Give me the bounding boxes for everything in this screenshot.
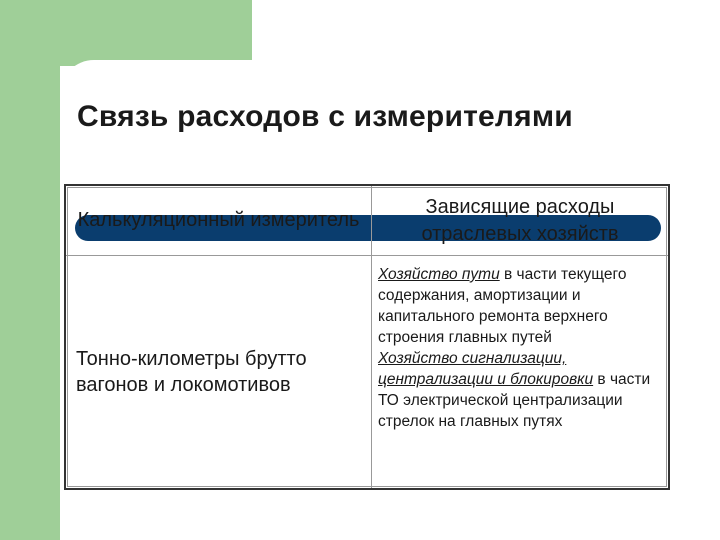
expense-item-signaling-text: в части ТО электрической централизации стрелок на главных путях bbox=[378, 371, 651, 430]
expense-item-track-title: Хозяйство пути bbox=[378, 266, 500, 283]
expense-item-track-text: в части текущего содержания, амортизации и капитального ремонта верхнего строения главных путей bbox=[378, 266, 627, 346]
decorative-green-left-strip bbox=[0, 0, 60, 540]
expense-measure-table bbox=[64, 184, 670, 490]
table-cell-expenses bbox=[372, 256, 668, 488]
table-header-expenses-label: Зависящие расходы отраслевых хозяйств bbox=[421, 195, 619, 245]
table-header-measure bbox=[66, 186, 372, 256]
measure-text: Тонно-километры брутто вагонов и локомотивов bbox=[76, 348, 307, 396]
expense-item-signaling bbox=[378, 348, 664, 432]
table-header-expenses bbox=[372, 186, 668, 256]
slide-title: Связь расходов с измерителями bbox=[77, 100, 573, 133]
table-cell-measure bbox=[66, 256, 372, 488]
expense-item-signaling-title: Хозяйство сигнализации, централизации и блокировки bbox=[378, 350, 594, 388]
expense-item-track bbox=[378, 264, 664, 348]
table-header-measure-label: Калькуляционный измеритель bbox=[77, 209, 360, 231]
